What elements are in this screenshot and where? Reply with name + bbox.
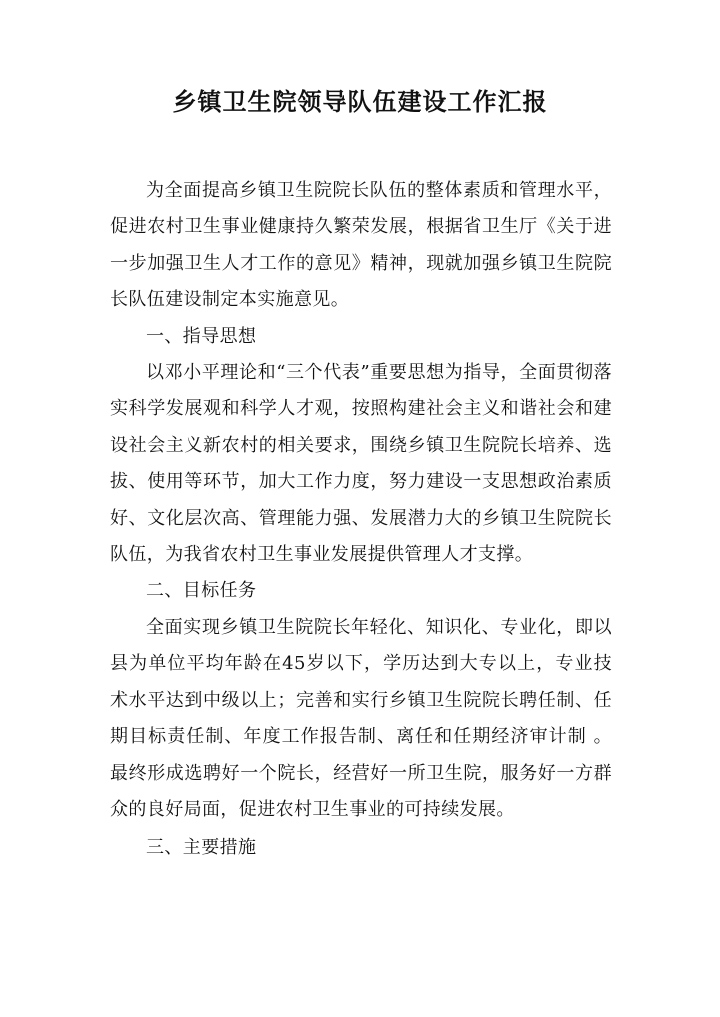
document-title: 乡镇卫生院领导队伍建设工作汇报 [172,88,548,116]
section-heading-guiding-ideology: 一、指导思想 [146,325,257,347]
section-heading-main-measures: 三、主要措施 [146,837,257,859]
document-body [110,173,612,867]
section-text-goals-tasks: 全面实现乡镇卫生院院长年轻化、知识化、专业化，即以县为单位平均年龄在45岁以下，学历达到大专以上，专业技术水平达到中级以上；完善和实行乡镇卫生院院长聘任制、任期目标责任制、年度工作报告制、离任和任期经济审计制 。最终形成选聘好一个院长，经营好一所卫生院，服务好一方群众的良好局面，促进农村卫生事业的可持续发展。 [110,616,612,820]
intro-paragraph: 为全面提高乡镇卫生院院长队伍的整体素质和管理水平，促进农村卫生事业健康持久繁荣发展，根据省卫生厅《关于进一步加强卫生人才工作的意见》精神，现就加强乡镇卫生院院长队伍建设制定本实施意见。 [110,180,612,311]
section-heading-goals-tasks: 二、目标任务 [146,580,257,602]
section-text-guiding-ideology: 以邓小平理论和“三个代表”重要思想为指导，全面贯彻落实科学发展观和科学人才观，按照构建社会主义和谐社会和建设社会主义新农村的相关要求，围绕乡镇卫生院院长培养、选拔、使用等环节，加大工作力度，努力建设一支思想政治素质好、文化层次高、管理能力强、发展潜力大的乡镇卫生院院长队伍，为我省农村卫生事业发展提供管理人才支撑。 [110,362,612,566]
